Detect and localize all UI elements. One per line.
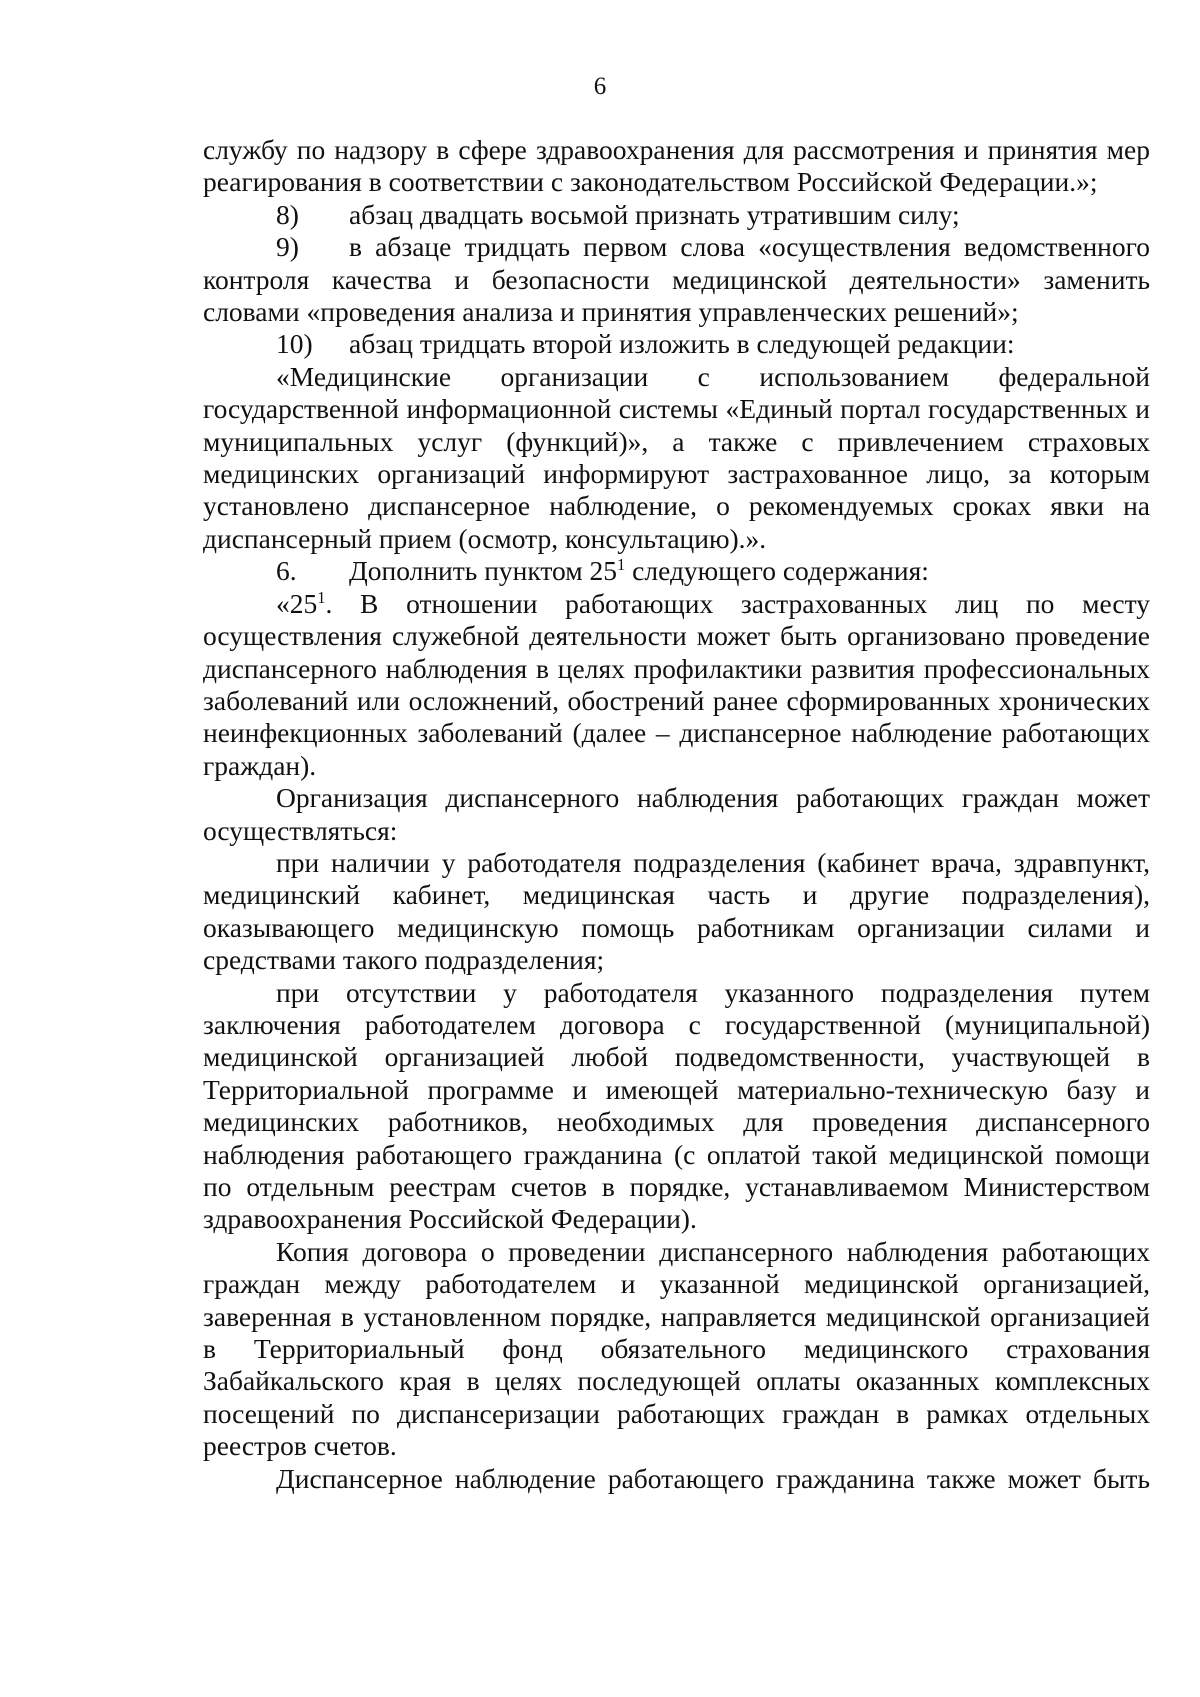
- paragraph-truncated: Диспансерное наблюдение работающего гражданина также может быть: [276, 1462, 1150, 1494]
- list-item-10: [203, 328, 1150, 360]
- document-body: [203, 134, 1150, 1495]
- page-number: 6: [593, 73, 607, 100]
- list-item-text: абзац двадцать восьмой признать утратившим силу;: [349, 198, 960, 230]
- list-item-6: [203, 555, 1150, 587]
- list-item-9: [203, 231, 1150, 328]
- list-number: 6.: [276, 555, 297, 587]
- paragraph: при наличии у работодателя подразделения (кабинет врача, здравпункт, медицинский кабинет, медицинская часть и другие подразделения), оказывающего медицинскую помощь работникам организации силами и средствами такого подразделения;: [203, 846, 1150, 976]
- clause-text: . В отношении работающих застрахованных лиц по месту осуществления служебной деятельности может быть организовано проведение диспансерного наблюдения в целях профилактики развития профессиональных заболеваний или осложнений, обострений ранее сформированных хронических неинфекционных заболеваний (далее – диспансерное наблюдение работающих граждан).: [203, 587, 1150, 781]
- quoted-paragraph: «Медицинские организации с использованием федеральной государственной информационной системы «Единый портал государственных и муниципальных услуг (функций)», а также с привлечением страховых медицинских организаций информируют застрахованное лицо, за которым установлено диспансерное наблюдение, о рекомендуемых сроках явки на диспансерный прием (осмотр, консультацию).».: [203, 360, 1150, 554]
- superscript: 1: [317, 587, 326, 607]
- superscript: 1: [617, 555, 626, 575]
- paragraph: при отсутствии у работодателя указанного подразделения путем заключения работодателем договора с государственной (муниципальной) медицинской организацией любой подведомственности, участвующей в Территориальной программе и имеющей материально-техническую базу и медицинских работников, необходимых для проведения диспансерного наблюдения работающего гражданина (с оплатой такой медицинской помощи по отдельным реестрам счетов в порядке, устанавливаемом Министерством здравоохранения Российской Федерации).: [203, 976, 1150, 1235]
- list-item-text: абзац тридцать второй изложить в следующей редакции:: [349, 328, 1015, 360]
- paragraph-continuation: службу по надзору в сфере здравоохранения для рассмотрения и принятия мер реагирования в соответствии с законодательством Российской Федерации.»;: [203, 134, 1150, 198]
- clause-25-1: [203, 588, 1150, 782]
- clause-number: «25: [276, 587, 318, 619]
- list-item-text: Дополнить пунктом 25: [349, 555, 618, 587]
- list-item-text-tail: следующего содержания:: [625, 555, 929, 587]
- list-number: 8): [276, 198, 299, 230]
- paragraph: Копия договора о проведении диспансерного наблюдения работающих граждан между работодателем и указанной медицинской организацией, заверенная в установленном порядке, направляется медицинской организацией в Территориальный фонд обязательного медицинского страхования Забайкальского края в целях последующей оплаты оказанных комплексных посещений по диспансеризации работающих граждан в рамках отдельных реестров счетов.: [203, 1235, 1150, 1462]
- list-item-8: [203, 199, 1150, 231]
- list-item-text: в абзаце тридцать первом слова «осуществления ведомственного контроля качества и безопасности медицинской деятельности» заменить словами «проведения анализа и принятия управленческих решений»;: [203, 231, 1150, 328]
- list-number: 9): [276, 231, 299, 263]
- list-number: 10): [276, 328, 313, 360]
- paragraph: Организация диспансерного наблюдения работающих граждан может осуществляться:: [203, 782, 1150, 846]
